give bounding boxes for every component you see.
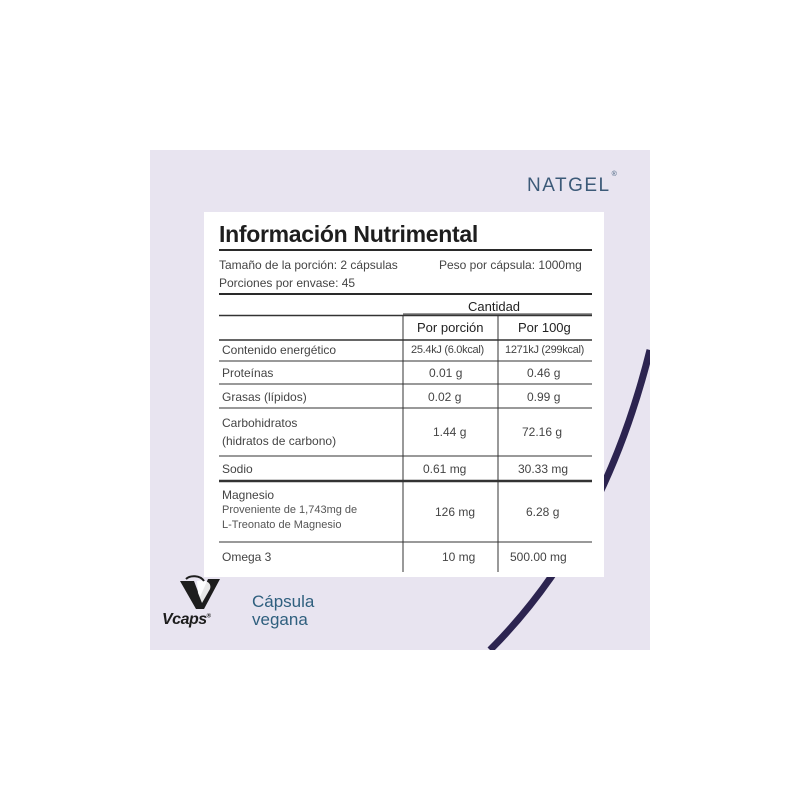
row-carbs-sub: (hidratos de carbono) — [222, 434, 337, 448]
row-omega3-per-100g: 500.00 mg — [510, 550, 567, 564]
row-omega3-name: Omega 3 — [222, 550, 272, 564]
row-magnesium-per-serving: 126 mg — [435, 505, 476, 519]
capsule-weight-label: Peso por cápsula: — [439, 258, 536, 272]
servings-per-container-value: 45 — [341, 276, 356, 290]
row-energy-name: Contenido energético — [222, 343, 337, 357]
nutrition-title: Información Nutrimental — [219, 221, 478, 247]
serving-size-label: Tamaño de la porción: — [219, 258, 338, 272]
row-energy-per-serving: 25.4kJ (6.0kcal) — [411, 344, 484, 356]
header-cantidad: Cantidad — [468, 299, 521, 314]
vcaps-check-icon — [150, 575, 240, 615]
serving-size-value: 2 cápsulas — [340, 258, 398, 272]
brand-mark: ® — [611, 170, 619, 178]
row-magnesium-sub2: L-Treonato de Magnesio — [222, 519, 342, 531]
row-sodium-per-100g: 30.33 mg — [518, 462, 569, 476]
vcaps-mark: ® — [206, 613, 211, 620]
row-carbs-per-100g: 72.16 g — [522, 425, 563, 439]
capsule-weight-value: 1000mg — [538, 258, 582, 272]
row-fat-per-serving: 0.02 g — [428, 390, 462, 404]
row-omega3-per-serving: 10 mg — [442, 550, 476, 564]
row-magnesium-name: Magnesio — [222, 488, 275, 502]
header-per-serving: Por porción — [417, 320, 484, 335]
vcaps-wordmark — [162, 611, 211, 629]
brand-name: NATGEL — [527, 175, 611, 196]
row-sodium-per-serving: 0.61 mg — [423, 462, 467, 476]
row-carbs-name: Carbohidratos — [222, 416, 298, 430]
header-per-100g: Por 100g — [518, 320, 571, 335]
row-fat-per-100g: 0.99 g — [527, 390, 561, 404]
row-energy-per-100g: 1271kJ (299kcal) — [505, 344, 584, 356]
vegan-capsule-line1: Cápsula — [252, 592, 315, 611]
row-fat-name: Grasas (lípidos) — [222, 390, 307, 404]
row-magnesium-sub: Proveniente de 1,743mg de — [222, 504, 358, 516]
row-magnesium-per-100g: 6.28 g — [526, 505, 560, 519]
row-protein-name: Proteínas — [222, 366, 274, 380]
servings-per-container-label: Porciones por envase: — [219, 276, 339, 290]
vcaps-text: Vcaps — [162, 611, 207, 628]
vegan-capsule-label — [252, 593, 314, 629]
row-protein-per-100g: 0.46 g — [527, 366, 561, 380]
vegan-capsule-line2: vegana — [252, 610, 308, 629]
row-sodium-name: Sodio — [222, 462, 253, 476]
row-carbs-per-serving: 1.44 g — [433, 425, 467, 439]
row-protein-per-serving: 0.01 g — [429, 366, 463, 380]
